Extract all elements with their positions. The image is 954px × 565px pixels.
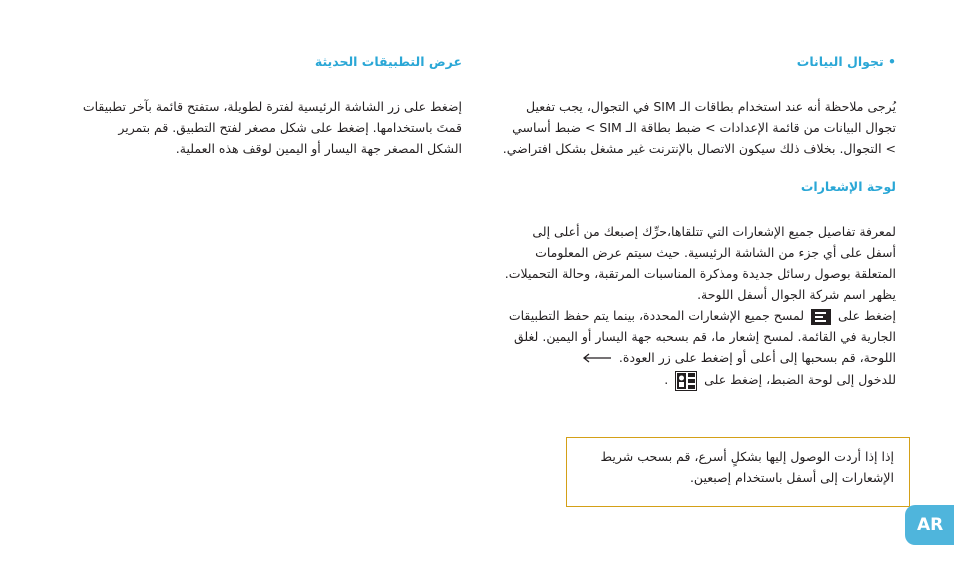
tip-box xyxy=(566,437,910,507)
tip-text: إذا إذا أردت الوصول إليها بشكلٍ أسرع، قم بسحب شريط الإشعارات إلى أسفل باستخدام إصبعين. xyxy=(600,449,894,485)
language-badge: AR xyxy=(905,505,954,545)
notification-panel-text-1: لمعرفة تفاصيل جميع الإشعارات التي تتلقاها،حرِّك إصبعك من أعلى إلى أسفل على أي جزء من الشاشة الرئيسية. حيث سيتم عرض المعلومات المتعلقة بوصول رسائل جديدة ومذكرة المناسبات المرتقبة، وحالة التحميلات. يظهر اسم شركة الجوال أسفل اللوحة. xyxy=(504,224,896,302)
recent-apps-text: إضغط على زر الشاشة الرئيسية لفترة لطويلة، ستفتح قائمة بآخر تطبيقات قمتَ باستخدامها. إضغط على شكل مصغر لفتح التطبيق. قم بتمرير الشكل المصغر جهة اليسار أو اليمين لوقف هذه العملية. xyxy=(82,99,462,156)
clear-notifications-icon xyxy=(811,309,831,325)
settings-text-prefix: للدخول إلى لوحة الضبط، إضغط على xyxy=(704,372,896,387)
notification-panel-heading: لوحة الإشعارات xyxy=(800,179,896,194)
settings-text-suffix: . xyxy=(664,372,669,387)
left-column xyxy=(80,52,462,159)
recent-apps-heading: عرض التطبيقات الحديثة xyxy=(314,54,462,69)
right-column xyxy=(500,52,896,391)
clear-text-prefix: إضغط على xyxy=(838,308,896,323)
quick-settings-icon xyxy=(675,371,697,391)
notification-panel-text-2 xyxy=(500,305,896,369)
data-roaming-text: يُرجى ملاحظة أنه عند استخدام بطاقات الـ SIM في التجوال، يجب تفعيل تجوال البيانات من قائمة الإعدادات > ضبط بطاقة الـ SIM > ضبط أساسي > التجوال. بخلاف ذلك سيكون الاتصال بالإنترنت غير مشغل بشكل افتراضي. xyxy=(502,99,896,156)
back-arrow-icon xyxy=(581,348,613,369)
clear-text-body: لمسح جميع الإشعارات المحددة، بينما يتم حفظ التطبيقات الجارية في القائمة. لمسح إشعار ما، قم بسحبه جهة اليسار أو اليمين. لغلق اللوحة، قم بسحبها إلى أعلى أو إضغط على زر العودة. xyxy=(508,308,896,365)
data-roaming-heading: • تجوال البيانات xyxy=(796,54,896,69)
notification-panel-text-3 xyxy=(500,369,896,391)
